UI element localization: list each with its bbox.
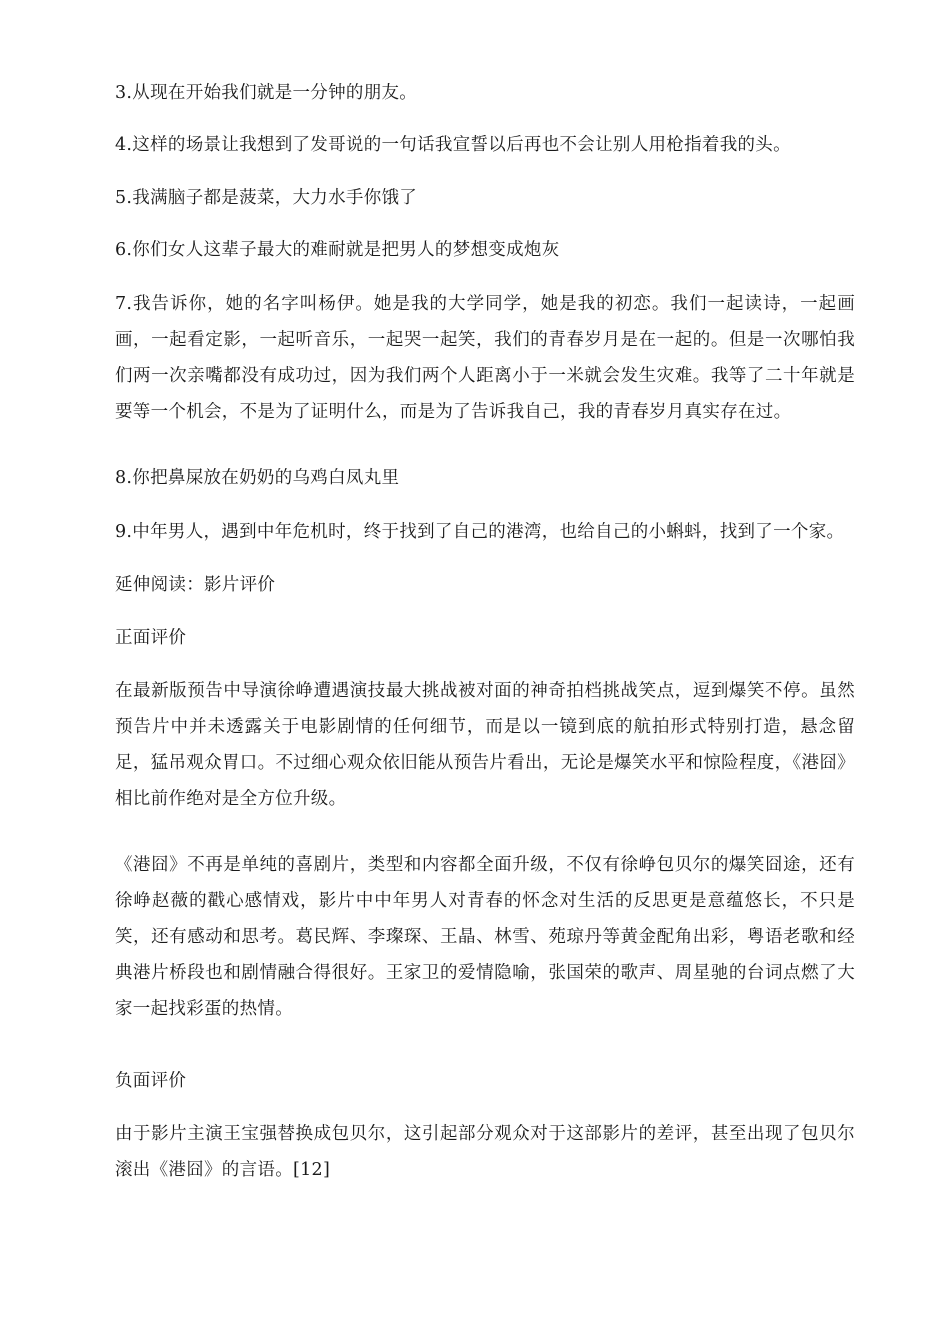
quote-item-9: 9.中年男人，遇到中年危机时，终于找到了自己的港湾，也给自己的小蝌蚪，找到了一个家。 xyxy=(115,522,845,542)
quote-item-7: 7.我告诉你，她的名字叫杨伊。她是我的大学同学，她是我的初恋。我们一起读诗，一起画画，一起看定影，一起听音乐，一起哭一起笑，我们的青春岁月是在一起的。但是一次哪怕我们两一次亲嘴都没有成功过，因为我们两个人距离小于一米就会发生灾难。我等了二十年就是要等一个机会，不是为了证明什么，而是为了告诉我自己，我的青春岁月真实存在过。 xyxy=(115,294,855,422)
positive-review-paragraph: 在最新版预告中导演徐峥遭遇演技最大挑战被对面的神奇拍档挑战笑点，逗到爆笑不停。虽然预告片中并未透露关于电影剧情的任何细节，而是以一镜到底的航拍形式特别打造，悬念留足，猛吊观众胃口。不过细心观众依旧能从预告片看出，无论是爆笑水平和惊险程度，《港囧》相比前作绝对是全方位升级。 xyxy=(115,681,855,809)
positive-review-heading: 正面评价 xyxy=(115,628,187,648)
quote-item-8: 8.你把鼻屎放在奶奶的乌鸡白凤丸里 xyxy=(115,468,400,488)
quote-item-6: 6.你们女人这辈子最大的难耐就是把男人的梦想变成炮灰 xyxy=(115,240,560,260)
quote-item-5: 5.我满脑子都是菠菜，大力水手你饿了 xyxy=(115,188,418,208)
quote-item-3: 3.从现在开始我们就是一分钟的朋友。 xyxy=(115,83,418,103)
negative-review-heading: 负面评价 xyxy=(115,1071,187,1091)
negative-review-paragraph: 由于影片主演王宝强替换成包贝尔，这引起部分观众对于这部影片的差评，甚至出现了包贝尔滚出《港囧》的言语。[12] xyxy=(115,1124,855,1180)
positive-review-paragraph: 《港囧》不再是单纯的喜剧片，类型和内容都全面升级，不仅有徐峥包贝尔的爆笑囧途，还有徐峥赵薇的戳心感情戏，影片中中年男人对青春的怀念对生活的反思更是意蕴悠长，不只是笑，还有感动和思考。葛民辉、李璨琛、王晶、林雪、苑琼丹等黄金配角出彩，粤语老歌和经典港片桥段也和剧情融合得很好。王家卫的爱情隐喻，张国荣的歌声、周星驰的台词点燃了大家一起找彩蛋的热情。 xyxy=(115,855,855,1019)
extended-reading-heading: 延伸阅读：影片评价 xyxy=(115,575,276,595)
quote-item-4: 4.这样的场景让我想到了发哥说的一句话我宣誓以后再也不会让别人用枪指着我的头。 xyxy=(115,135,791,155)
